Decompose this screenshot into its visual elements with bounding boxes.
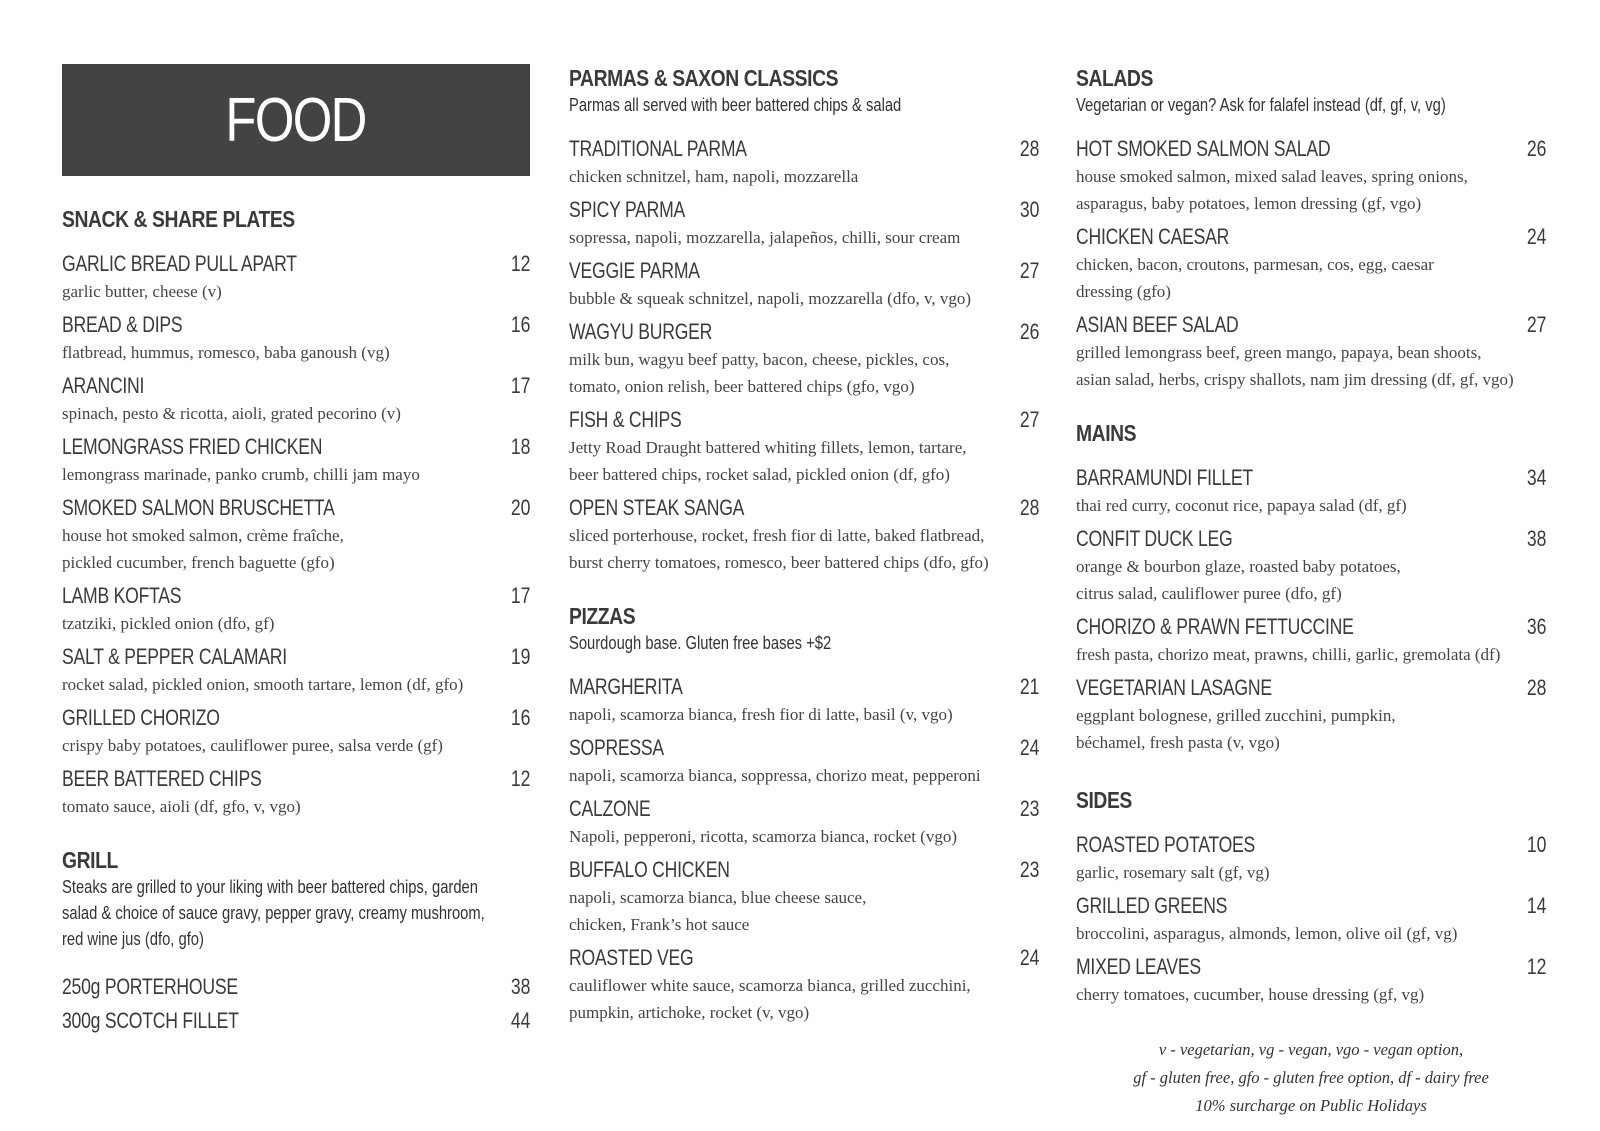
section-salads [1076,64,1546,396]
menu-item-list [1076,828,1546,1008]
menu-item [1076,889,1546,947]
menu-item-header [62,762,530,792]
menu-item-name: HOT SMOKED SALMON SALAD [1076,136,1331,161]
menu-item [569,670,1039,728]
menu-item-description [569,822,1039,850]
section-title: SIDES [1076,787,1132,813]
description-line: napoli, scamorza bianca, blue cheese sauce, [569,888,867,907]
section-subtitle [569,630,1039,656]
menu-item-price: 27 [1526,312,1546,337]
menu-item-header [62,369,530,399]
menu-item-price: 17 [510,373,530,398]
subtitle-line: salad & choice of sauce gravy, pepper gravy, creamy mushroom, [62,903,485,923]
legend-line: gf - gluten free, gfo - gluten free option, df - dairy free [1133,1068,1489,1087]
menu-item-name: CHICKEN CAESAR [1076,224,1230,249]
menu-item [62,247,530,305]
menu-item-price: 19 [510,644,530,669]
description-line: chicken, bacon, croutons, parmesan, cos, egg, caesar [1076,255,1434,274]
menu-item-header [1076,308,1546,338]
menu-item [62,491,530,576]
menu-item [1076,610,1546,668]
section-subtitle [1076,92,1546,118]
menu-item-list [1076,132,1546,393]
menu-item-list [569,132,1039,576]
menu-item-price: 28 [1019,495,1039,520]
menu-item-name: ROASTED VEG [569,945,694,970]
menu-item-name: OPEN STEAK SANGA [569,495,745,520]
menu-item [1076,671,1546,756]
description-line: house hot smoked salmon, crème fraîche, [62,526,344,545]
menu-item [569,941,1039,1026]
description-line: garlic butter, cheese (v) [62,282,222,301]
menu-item-description [569,700,1039,728]
menu-item-price: 16 [510,705,530,730]
menu-item-name: TRADITIONAL PARMA [569,136,747,161]
description-line: garlic, rosemary salt (gf, vg) [1076,863,1270,882]
menu-item-name: MARGHERITA [569,674,683,699]
menu-item-name: CONFIT DUCK LEG [1076,526,1233,551]
dietary-legend [1076,1036,1546,1120]
menu-item-price: 27 [1019,407,1039,432]
description-line: thai red curry, coconut rice, papaya salad (df, gf) [1076,496,1407,515]
description-line: cherry tomatoes, cucumber, house dressing (gf, vg) [1076,985,1425,1004]
menu-item-description [1076,491,1546,519]
menu-item-name: BEER BATTERED CHIPS [62,766,262,791]
menu-item-name: GARLIC BREAD PULL APART [62,251,297,276]
description-line: flatbread, hummus, romesco, baba ganoush (vg) [62,343,390,362]
description-line: asparagus, baby potatoes, lemon dressing (gf, vgo) [1076,194,1422,213]
menu-item-name: WAGYU BURGER [569,319,713,344]
food-banner [62,64,530,176]
menu-item-name: 300g SCOTCH FILLET [62,1008,239,1033]
menu-item-header [1076,461,1546,491]
description-line: sopressa, napoli, mozzarella, jalapeños, chilli, sour cream [569,228,961,247]
menu-item-name: LAMB KOFTAS [62,583,182,608]
menu-item [1076,132,1546,217]
menu-item [1076,950,1546,1008]
menu-item-header [569,670,1039,700]
menu-item-description [1076,640,1546,668]
menu-item-name: GRILLED CHORIZO [62,705,220,730]
menu-item-price: 24 [1526,224,1546,249]
menu-item-header [62,1000,530,1034]
menu-item-price: 24 [1019,735,1039,760]
menu-item-description [569,284,1039,312]
menu-item-price: 30 [1019,197,1039,222]
section-title: MAINS [1076,420,1137,446]
menu-item-header [62,308,530,338]
menu-item-description [1076,980,1546,1008]
description-line: orange & bourbon glaze, roasted baby potatoes, [1076,557,1401,576]
menu-item-name: ARANCINI [62,373,145,398]
menu-item [569,132,1039,190]
menu-item-header [62,430,530,460]
subtitle-line: Vegetarian or vegan? Ask for falafel instead (df, gf, v, vg) [1076,95,1446,115]
menu-item-description [1076,338,1546,393]
menu-item-price: 44 [510,1008,530,1033]
menu-item-header [1076,950,1546,980]
menu-item-name: LEMONGRASS FRIED CHICKEN [62,434,323,459]
menu-item-description [569,761,1039,789]
menu-item-description [569,162,1039,190]
menu-item [62,640,530,698]
description-line: house smoked salmon, mixed salad leaves, spring onions, [1076,167,1468,186]
subtitle-line: red wine jus (dfo, gfo) [62,929,204,949]
menu-item-name: ASIAN BEEF SALAD [1076,312,1239,337]
menu-item [1076,220,1546,305]
description-line: burst cherry tomatoes, romesco, beer battered chips (dfo, gfo) [569,553,989,572]
menu-item-header [1076,828,1546,858]
menu-item-header [62,966,530,1000]
description-line: tomato sauce, aioli (df, gfo, v, vgo) [62,797,301,816]
section-grill [62,846,530,1034]
menu-item-description [569,883,1039,938]
menu-item-list [62,247,530,820]
menu-item [62,1000,530,1034]
description-line: fresh pasta, chorizo meat, prawns, chilli, garlic, gremolata (df) [1076,645,1501,664]
menu-item [569,254,1039,312]
description-line: lemongrass marinade, panko crumb, chilli jam mayo [62,465,420,484]
section-parmas [569,64,1039,579]
section-mains [1076,419,1546,759]
menu-item-header [1076,132,1546,162]
menu-item-list [569,670,1039,1026]
description-line: pickled cucumber, french baguette (gfo) [62,553,335,572]
section-title: PIZZAS [569,603,636,629]
menu-item-price: 18 [510,434,530,459]
menu-item-description [62,731,530,759]
description-line: napoli, scamorza bianca, soppressa, chorizo meat, pepperoni [569,766,981,785]
menu-item-name: VEGGIE PARMA [569,258,700,283]
menu-item-price: 21 [1019,674,1039,699]
menu-item-header [1076,889,1546,919]
menu-item [1076,308,1546,393]
description-line: citrus salad, cauliflower puree (dfo, gf) [1076,584,1342,603]
description-line: bubble & squeak schnitzel, napoli, mozzarella (dfo, v, vgo) [569,289,972,308]
subtitle-line: Sourdough base. Gluten free bases +$2 [569,633,832,653]
menu-item [62,966,530,1000]
menu-item-description [1076,701,1546,756]
menu-item-list [62,966,530,1034]
menu-item-header [62,701,530,731]
menu-item [569,403,1039,488]
menu-item-name: SOPRESSA [569,735,664,760]
menu-item [569,315,1039,400]
menu-item [1076,828,1546,886]
food-title: FOOD [225,85,367,155]
menu-item-description [569,223,1039,251]
menu-item-header [569,193,1039,223]
menu-item-list [1076,461,1546,756]
menu-item [569,193,1039,251]
menu-item-price: 38 [1526,526,1546,551]
menu-item-price: 27 [1019,258,1039,283]
menu-item-price: 26 [1019,319,1039,344]
section-title: SALADS [1076,65,1153,91]
menu-item [1076,461,1546,519]
menu-item-price: 23 [1019,796,1039,821]
menu-item-name: BREAD & DIPS [62,312,183,337]
description-line: béchamel, fresh pasta (v, vgo) [1076,733,1280,752]
legend-line: v - vegetarian, vg - vegan, vgo - vegan option, [1158,1040,1464,1059]
menu-item-header [569,853,1039,883]
menu-item [569,731,1039,789]
description-line: pumpkin, artichoke, rocket (v, vgo) [569,1003,810,1022]
menu-item-price: 24 [1019,945,1039,970]
menu-item-name: SMOKED SALMON BRUSCHETTA [62,495,335,520]
menu-item [62,430,530,488]
menu-item-header [569,491,1039,521]
description-line: spinach, pesto & ricotta, aioli, grated pecorino (v) [62,404,401,423]
legend-line: 10% surcharge on Public Holidays [1195,1096,1427,1115]
menu-item-name: SALT & PEPPER CALAMARI [62,644,287,669]
menu-item-price: 28 [1019,136,1039,161]
description-line: beer battered chips, rocket salad, pickled onion (df, gfo) [569,465,950,484]
menu-item-description [569,971,1039,1026]
section-subtitle [62,874,530,952]
section-sides [1076,786,1546,1011]
description-line: tzatziki, pickled onion (dfo, gf) [62,614,275,633]
description-line: grilled lemongrass beef, green mango, papaya, bean shoots, [1076,343,1482,362]
menu-item-description [569,345,1039,400]
menu-item-name: 250g PORTERHOUSE [62,974,238,999]
description-line: rocket salad, pickled onion, smooth tartare, lemon (df, gfo) [62,675,464,694]
menu-item [62,701,530,759]
menu-item-header [1076,671,1546,701]
menu-item-description [569,433,1039,488]
menu-item [62,762,530,820]
menu-item-header [569,792,1039,822]
menu-item-price: 23 [1019,857,1039,882]
menu-item [569,491,1039,576]
menu-item-price: 20 [510,495,530,520]
menu-item-name: BUFFALO CHICKEN [569,857,730,882]
menu-item-name: FISH & CHIPS [569,407,682,432]
menu-item-header [62,640,530,670]
menu-item-header [1076,610,1546,640]
description-line: crispy baby potatoes, cauliflower puree, salsa verde (gf) [62,736,443,755]
menu-item [569,853,1039,938]
description-line: milk bun, wagyu beef patty, bacon, cheese, pickles, cos, [569,350,950,369]
menu-item-price: 16 [510,312,530,337]
description-line: dressing (gfo) [1076,282,1171,301]
menu-item-header [1076,522,1546,552]
menu-item-description [62,521,530,576]
section-title: PARMAS & SAXON CLASSICS [569,65,839,91]
menu-item-name: GRILLED GREENS [1076,893,1228,918]
menu-item-description [569,521,1039,576]
menu-item-price: 36 [1526,614,1546,639]
menu-item-price: 28 [1526,675,1546,700]
menu-item-description [1076,919,1546,947]
menu-item-description [62,399,530,427]
description-line: napoli, scamorza bianca, fresh fior di latte, basil (v, vgo) [569,705,953,724]
menu-item-price: 17 [510,583,530,608]
menu-item-price: 12 [1526,954,1546,979]
menu-item-name: MIXED LEAVES [1076,954,1201,979]
section-pizzas [569,602,1039,1029]
menu-item-name: VEGETARIAN LASAGNE [1076,675,1272,700]
menu-item-header [569,941,1039,971]
section-snack [62,205,530,823]
menu-item-description [1076,250,1546,305]
menu-item-price: 26 [1526,136,1546,161]
menu-item-price: 38 [510,974,530,999]
menu-item-description [1076,552,1546,607]
description-line: sliced porterhouse, rocket, fresh fior di latte, baked flatbread, [569,526,985,545]
description-line: broccolini, asparagus, almonds, lemon, olive oil (gf, vg) [1076,924,1458,943]
menu-item-description [62,338,530,366]
menu-item [62,308,530,366]
menu-item-description [1076,162,1546,217]
menu-item-header [569,132,1039,162]
menu-item-description [62,609,530,637]
menu-item-description [62,670,530,698]
subtitle-line: Parmas all served with beer battered chips & salad [569,95,902,115]
menu-item-description [62,792,530,820]
description-line: cauliflower white sauce, scamorza bianca, grilled zucchini, [569,976,971,995]
menu-item [62,369,530,427]
description-line: Jetty Road Draught battered whiting fillets, lemon, tartare, [569,438,967,457]
description-line: tomato, onion relish, beer battered chips (gfo, vgo) [569,377,915,396]
menu-item-price: 12 [510,251,530,276]
menu-item [1076,522,1546,607]
menu-item-header [569,731,1039,761]
menu-item-header [569,254,1039,284]
menu-item-header [569,315,1039,345]
section-title: SNACK & SHARE PLATES [62,206,295,232]
menu-item-price: 14 [1526,893,1546,918]
description-line: Napoli, pepperoni, ricotta, scamorza bianca, rocket (vgo) [569,827,958,846]
menu-item-description [62,277,530,305]
menu-item-name: CALZONE [569,796,651,821]
menu-item-description [1076,858,1546,886]
menu-item [569,792,1039,850]
menu-item-description [62,460,530,488]
menu-item-name: ROASTED POTATOES [1076,832,1256,857]
menu-item-name: BARRAMUNDI FILLET [1076,465,1253,490]
description-line: eggplant bolognese, grilled zucchini, pumpkin, [1076,706,1396,725]
description-line: chicken schnitzel, ham, napoli, mozzarella [569,167,859,186]
subtitle-line: Steaks are grilled to your liking with beer battered chips, garden [62,877,478,897]
description-line: chicken, Frank’s hot sauce [569,915,750,934]
menu-item-header [62,579,530,609]
menu-item-price: 12 [510,766,530,791]
section-subtitle [569,92,1039,118]
menu-item [62,579,530,637]
description-line: asian salad, herbs, crispy shallots, nam jim dressing (df, gf, vgo) [1076,370,1514,389]
menu-item-header [62,247,530,277]
menu-item-header [1076,220,1546,250]
menu-item-header [62,491,530,521]
menu-item-price: 10 [1526,832,1546,857]
menu-item-name: SPICY PARMA [569,197,686,222]
section-title: GRILL [62,847,118,873]
menu-item-price: 34 [1526,465,1546,490]
menu-item-name: CHORIZO & PRAWN FETTUCCINE [1076,614,1354,639]
menu-item-header [569,403,1039,433]
